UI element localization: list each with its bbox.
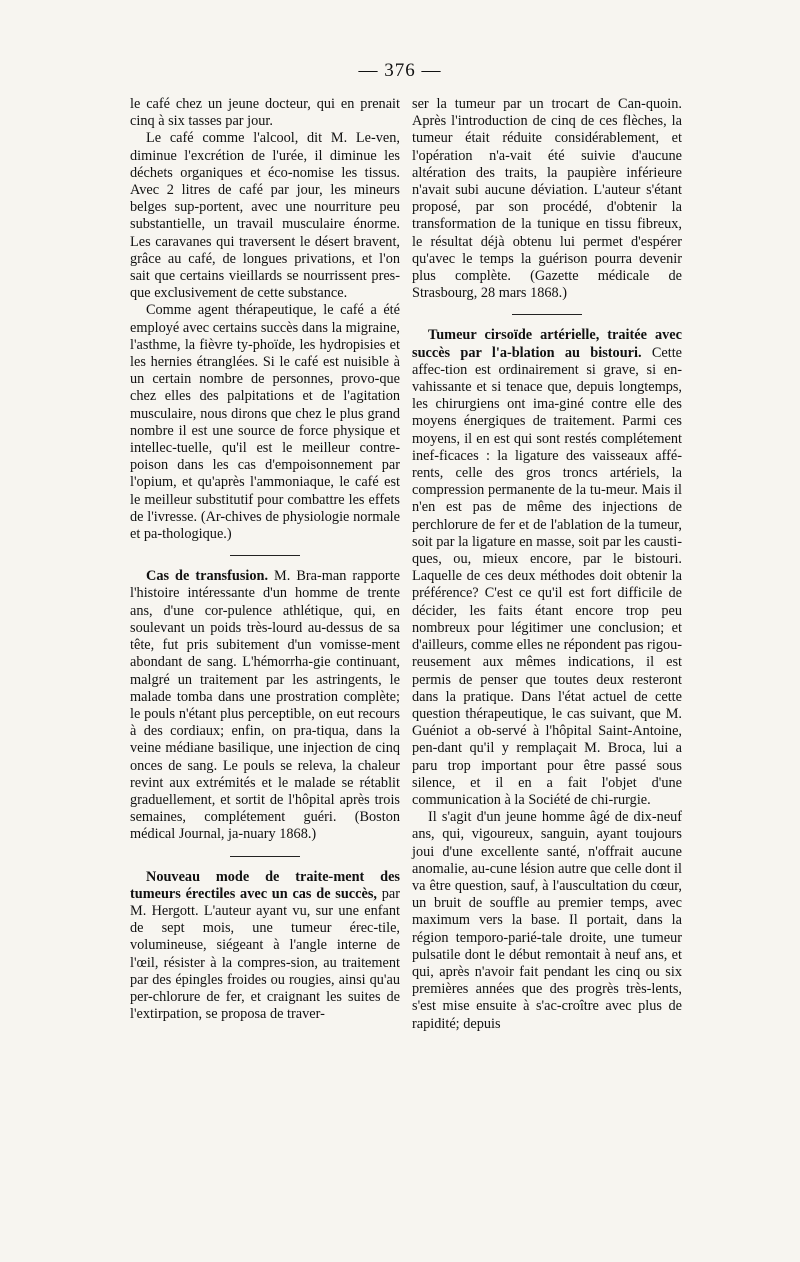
left-column [130, 96, 400, 1023]
article-tumeurs-erectiles [130, 869, 400, 1024]
paragraph: le café chez un jeune docteur, qui en prenait cinq à six tasses par jour. [130, 96, 400, 130]
article-body: Cette affec-tion est ordinairement si grave, si en-vahissante et si tenace que, depuis longtemps, les chirurgiens ont ima-giné contre elle des moyens énergiques de traitement. Parmi ces moyens, il en est qui sont restés complétement inef-ficaces : la ligature des vaisseaux affé-rents, celle des gros troncs artériels, la compression permanente de la tu-meur. Mais il n'en est pas de même des injections de perchlorure de fer et de l'ablation de la tumeur, soit par la ligature en masse, soit par les causti-ques, ou, mieux encore, par le bistouri. Laquelle de ces deux méthodes doit obtenir la préférence? C'est ce qu'il est fort difficile de décider, les faits étant encore trop peu nombreux pour légitimer une conclusion; et d'ailleurs, comme elles ne répondent pas rigou-reusement aux mêmes indications, il est permis de penser que toutes deux resteront dans la pratique. Dans l'état actuel de cette question thérapeutique, le cas suivant, que M. Guéniot a ob-servé à l'hôpital Saint-Antoine, pen-dant qu'il y remplaçait M. Broca, lui a paru trop important pour être passé sous silence, et il en a fait l'objet d'une communication à la Société de chi-rurgie. [412, 344, 683, 808]
paragraph: Comme agent thérapeutique, le café a été employé avec certains succès dans la migraine, l'asthme, la fièvre ty-phoïde, les hydropisies et les hernies étranglées. Si le café est nuisible à un certain nombre de personnes, provo-que chez elles des palpitations et de l'agitation musculaire, nous dirons que chez le plus grand nombre il est une source de force physique et intellec-tuelle, qu'il est le meilleur contre-poison dans les cas d'empoisonnement par l'opium, et qu'après l'ammoniaque, le café est le meilleur substitutif pour combattre les effets de l'ivresse. (Ar-chives de physiologie normale et pa-thologique.) [130, 302, 400, 543]
article-body: M. Bra-man rapporte l'histoire intéressante d'un homme de trente ans, d'une cor-pulence athlétique, qui, en soulevant un poids très-lourd au-dessus de sa tête, fut pris subitement d'un vomisse-ment abondant de sang. L'hémorrha-gie continuant, malgré un traitement par les astringents, le malade tomba dans une prostration complète; le pouls n'étant plus perceptible, on eut recours à des cordiaux; enfin, on pra-tiqua, dans la veine médiane basilique, une injection de cinq onces de sang. Le pouls se releva, la chaleur revint aux extrémités et le malade se rétablit graduellement, et sortit de l'hôpital après trois semaines, complétement guéri. (Boston médical Journal, ja-nuary 1868.) [130, 568, 400, 843]
article-heading: Nouveau mode de traite-ment des tumeurs érectiles avec un cas de succès, [130, 868, 400, 902]
paragraph: Il s'agit d'un jeune homme âgé de dix-neuf ans, qui, vigoureux, sanguin, ayant toujours joui d'une excellente santé, n'offrait aucune anomalie, au-cune lésion autre que celle dont il va être question, sauf, à l'auscultation du cœur, un bruit de souffle au premier temps, avec maximum vers la base. Il portait, dans la région temporo-parié-tale droite, une tumeur pulsatile dont le début remontait à neuf ans, et qui, après n'avoir fait pendant les cinq ou six premières années que des progrès très-lents, s'est mise ensuite à s'ac-croître avec plus de rapidité; depuis [412, 809, 682, 1032]
article-tumeur-cirsoide [412, 327, 682, 809]
article-transfusion [130, 568, 400, 843]
page-number: — 376 — [358, 60, 442, 81]
article-heading: Cas de transfusion. [146, 568, 269, 585]
article-heading: Tumeur cirsoïde artérielle, traitée avec succès par l'a-blation au bistouri. [412, 327, 682, 361]
paragraph: Le café comme l'alcool, dit M. Le-ven, diminue l'excrétion de l'urée, il diminue les déchets organiques et éco-nomise les tissus. Avec 2 litres de café par jour, les mineurs belges sup-portent, avec une nourriture peu substantielle, un travail musculaire énorme. Les caravanes qui traversent le désert bravent, grâce au café, de longues privations, et l'on sait que certains vieillards se nourrissent pres-que exclusivement de cette substance. [130, 130, 400, 302]
article-body: par M. Hergott. L'auteur ayant vu, sur une enfant de sept mois, une tumeur érec-tile, volumineuse, siégeant à l'angle interne de l'œil, résister à la compres-sion, au traitement par des épingles froides ou rougies, ainsi qu'au per-chlorure de fer, et craignant les suites de l'extirpation, se proposa de traver- [130, 885, 400, 1023]
section-divider [230, 555, 300, 556]
section-divider [230, 856, 300, 857]
paragraph: ser la tumeur par un trocart de Can-quoin. Après l'introduction de cinq de ces flèches, la tumeur était réduite considérablement, et l'opération n'a-vait été suivie d'aucune altération des traits, la paupière inférieure n'avait subi aucune déviation. L'auteur s'étant proposé, par son procédé, d'obtenir la transformation de la tunique en tissu fibreux, le résultat déjà obtenu lui permet d'espérer qu'avec le temps la guérison pourra devenir plus complète. (Gazette médicale de Strasbourg, 28 mars 1868.) [412, 96, 682, 302]
section-divider [512, 314, 582, 315]
right-column [412, 96, 682, 1033]
